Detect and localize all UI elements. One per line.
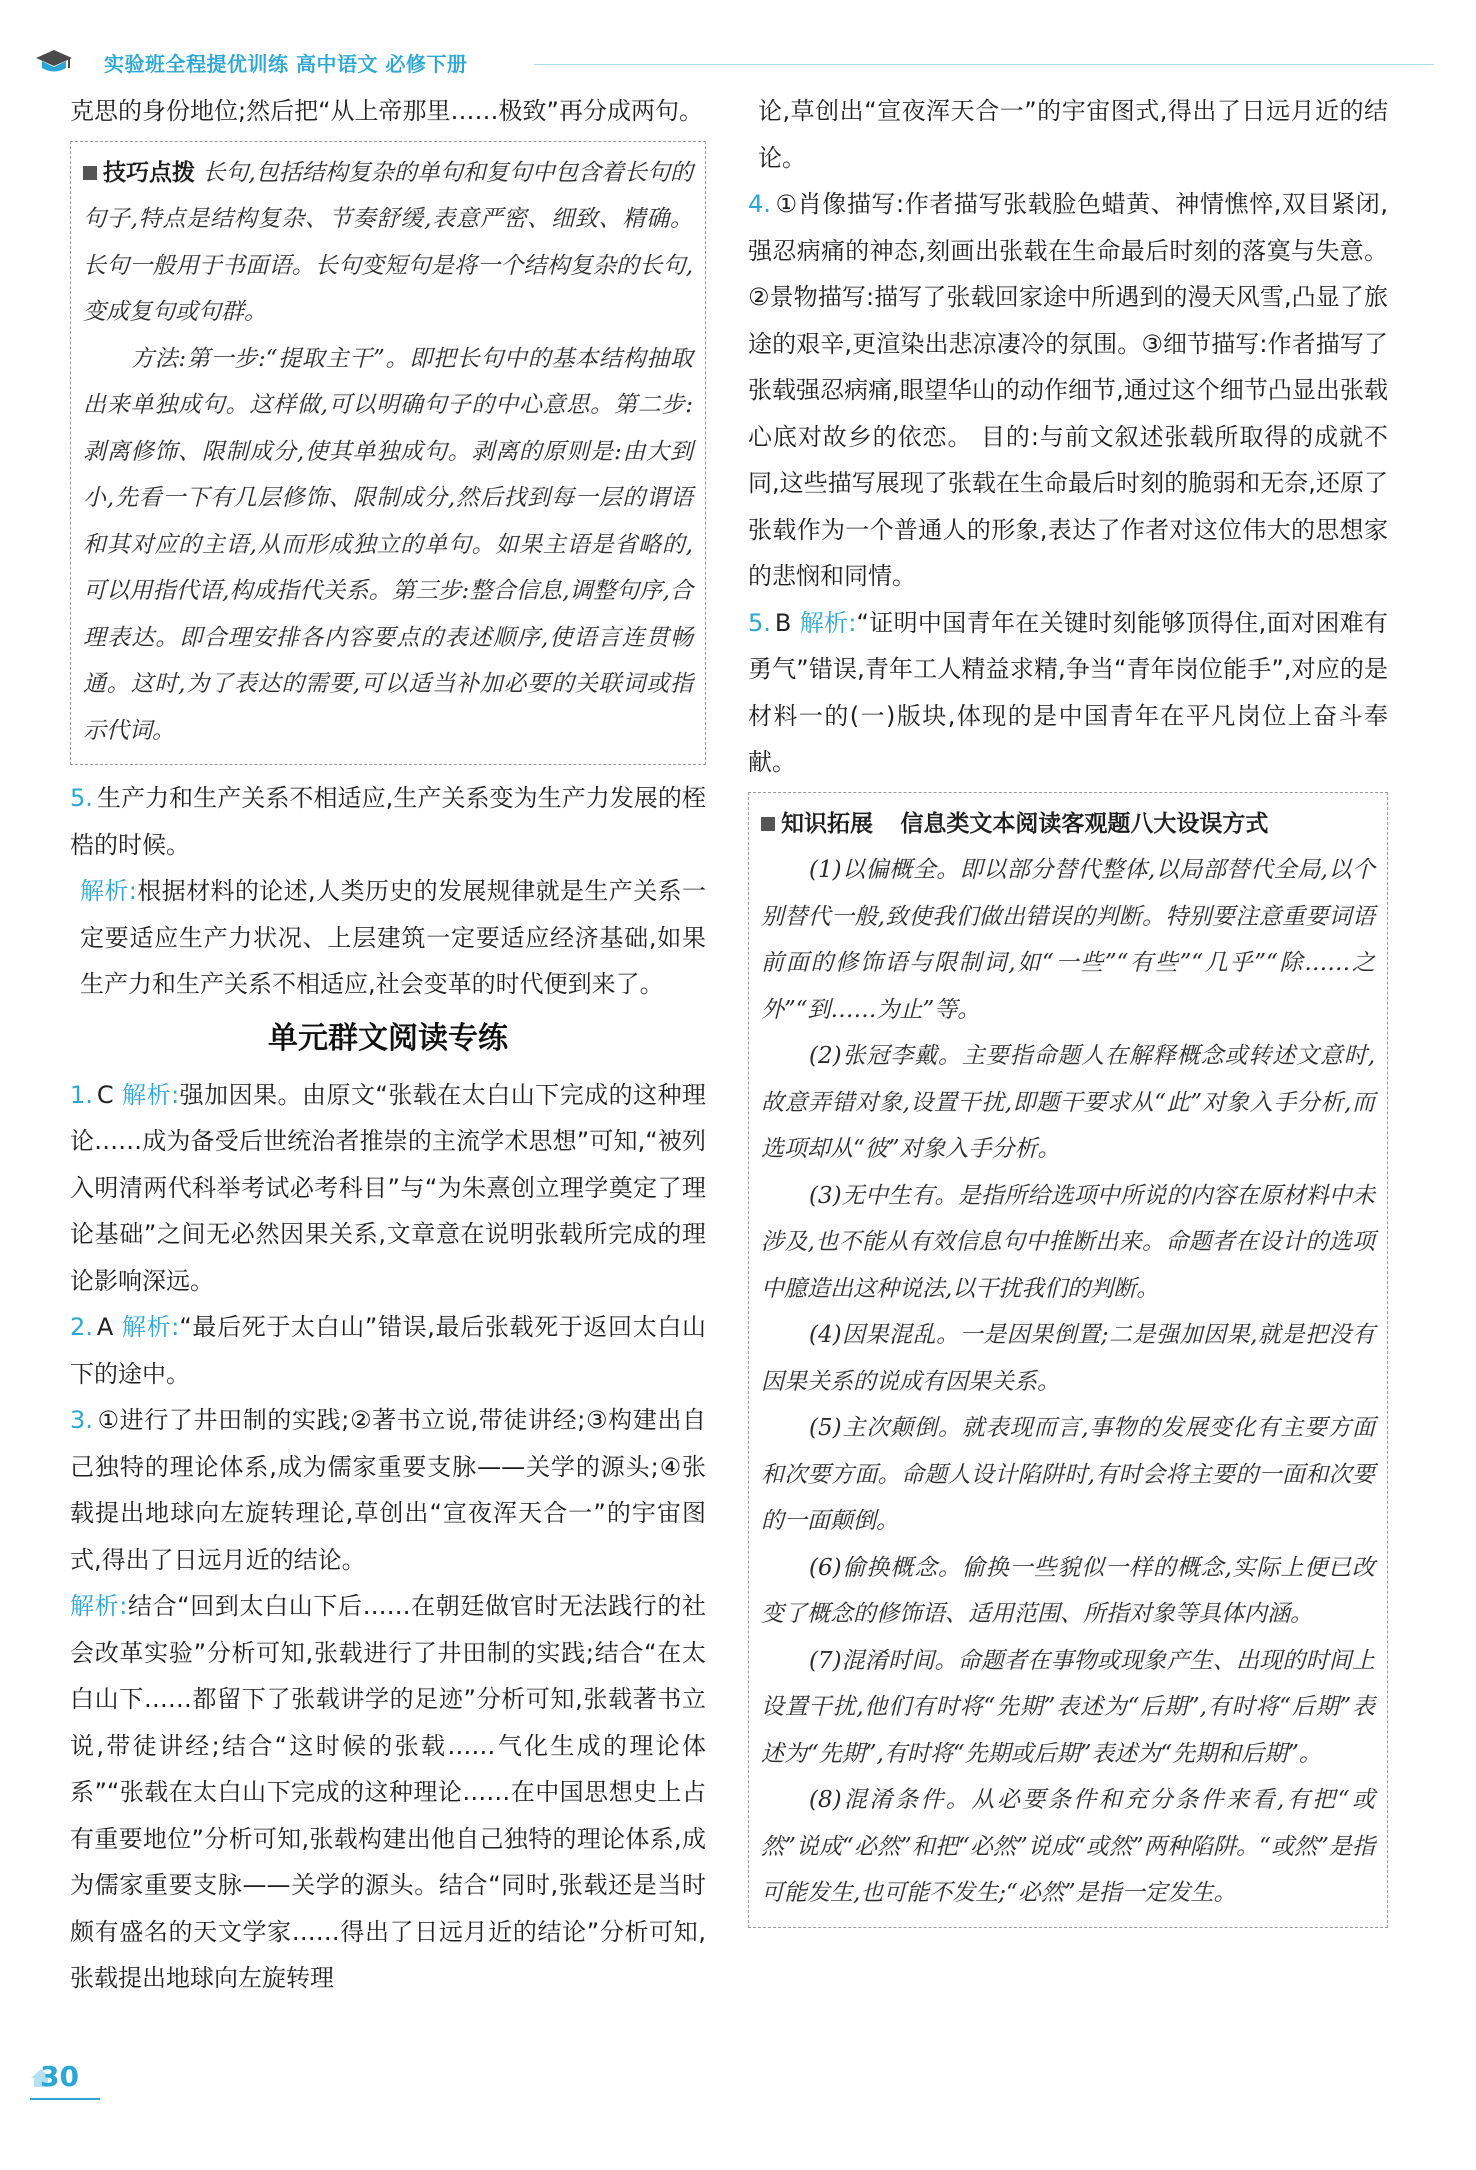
answer-choice: C (96, 1080, 114, 1109)
knowledge-item: (7)混淆时间。命题者在事物或现象产生、出现的时间上设置干扰,他们有时将“先期”表述为“后期”,有时将“后期”表述为“先期”,有时将“先期或后期”表述为“先期和后期”。 (761, 1647, 1375, 1767)
header-divider (534, 64, 1434, 65)
question-3-answer: 3. ①进行了井田制的实践;②著书立说,带徒讲经;③构建出自己独特的理论体系,成为儒家重要支脉——关学的源头;④张载提出地球向左旋转理论,草创出“宣夜浑天合一”的宇宙图式,得出了日远月近的结论。 (70, 1406, 706, 1574)
question-number: 5. (748, 608, 771, 637)
page-header (34, 44, 1404, 80)
square-bullet-icon (83, 166, 97, 180)
question-number: 3. (70, 1406, 93, 1434)
tip-box-label: 技巧点拨 (83, 160, 195, 186)
graduation-book-icon (34, 44, 74, 76)
knowledge-item: (3)无中生有。是指所给选项中所说的内容在原材料中未涉及,也不能从有效信息句中推断出来。命题者在设计的选项中臆造出这种说法,以干扰我们的判断。 (761, 1182, 1375, 1302)
question-3-analysis-continued: 论,草创出“宣夜浑天合一”的宇宙图式,得出了日远月近的结论。 (758, 97, 1388, 172)
question-number: 1. (70, 1080, 93, 1109)
knowledge-item: (4)因果混乱。一是因果倒置;二是强加因果,就是把没有因果关系的说成有因果关系。 (761, 1322, 1375, 1395)
analysis-label: 解析: (80, 877, 137, 905)
answer-choice: B (774, 608, 792, 637)
page-number (30, 2058, 94, 2098)
left-column (70, 88, 706, 2002)
right-column (748, 88, 1388, 1938)
continued-text: 克思的身份地位;然后把“从上帝那里……极致”再分成两句。 (70, 97, 703, 125)
knowledge-box (748, 792, 1388, 1928)
analysis-label: 解析: (121, 1080, 180, 1109)
knowledge-item: (6)偷换概念。偷换一些貌似一样的概念,实际上便已改变了概念的修饰语、适用范围、所指对象等具体内涵。 (761, 1554, 1375, 1627)
answer-choice: A (96, 1313, 114, 1341)
question-3-analysis: 解析:结合“回到太白山下后……在朝廷做官时无法践行的社会改革实验”分析可知,张载进行了井田制的实践;结合“在太白山下……都留下了张载讲学的足迹”分析可知,张载著书立说,带徒讲经;结合“这时候的张载……气化生成的理论体系”“张载在太白山下完成的这种理论……在中国思想史上占有重要地位”分析可知,张载构建出他自己独特的理论体系,成为儒家重要支脉——关学的源头。结合“同时,张载还是当时颇有盛名的天文学家……得出了日远月近的结论”分析可知,张载提出地球向左旋转理 (70, 1592, 706, 1992)
question-number: 5. (70, 784, 93, 812)
page-number-underline (30, 2098, 100, 2100)
knowledge-item: (5)主次颠倒。就表现而言,事物的发展变化有主要方面和次要方面。命题人设计陷阱时,有时会将主要的一面和次要的一面颠倒。 (761, 1415, 1375, 1534)
square-bullet-icon (761, 817, 775, 831)
tip-box (70, 141, 706, 766)
question-number: 2. (70, 1313, 93, 1341)
knowledge-box-title: 信息类文本阅读客观题八大设误方式 (900, 810, 1269, 837)
question-5-answer: 5. 生产力和生产关系不相适应,生产关系变为生产力发展的桎梏的时候。 (70, 784, 706, 859)
knowledge-item: (8)混淆条件。从必要条件和充分条件来看,有把“或然”说成“必然”和把“必然”说成“或然”两种陷阱。“或然”是指可能发生,也可能不发生;“必然”是指一定发生。 (761, 1787, 1375, 1906)
section-title: 单元群文阅读专练 (268, 1020, 508, 1056)
knowledge-item: (1)以偏概全。即以部分替代整体,以局部替代全局,以个别替代一般,致使我们做出错误的判断。特别要注意重要词语前面的修饰语与限制词,如“一些”“有些”“几乎”“除……之外”“到……为止”等。 (761, 857, 1375, 1023)
tip-box-paragraph-1: 长句,包括结构复杂的单句和复句中包含着长句的句子,特点是结构复杂、节奏舒缓,表意严密、细致、精确。长句一般用于书面语。长句变短句是将一个结构复杂的长句,变成复句或句群。 (83, 159, 694, 325)
question-5: 5. B 解析:“证明中国青年在关键时刻能够顶得住,面对困难有勇气”错误,青年工人精益求精,争当“青年岗位能手”,对应的是材料一的(一)版块,体现的是中国青年在平凡岗位上奋斗奉献。 (748, 608, 1388, 776)
question-4: 4. ①肖像描写:作者描写张载脸色蜡黄、神情憔悴,双目紧闭,强忍病痛的神态,刻画出张载在生命最后时刻的落寞与失意。②景物描写:描写了张载回家途中所遇到的漫天风雪,凸显了旅途的艰辛,更渲染出悲凉凄冷的氛围。③细节描写:作者描写了张载强忍病痛,眼望华山的动作细节,通过这个细节凸显出张载心底对故乡的依恋。 目的:与前文叙述张载所取得的成就不同,这些描写展现了张载在生命最后时刻的脆弱和无奈,还原了张载作为一个普通人的形象,表达了作者对这位伟大的思想家的悲悯和同情。 (748, 190, 1388, 590)
knowledge-item: (2)张冠李戴。主要指命题人在解释概念或转述文意时,故意弄错对象,设置干扰,即题干要求从“此”对象入手分析,而选项却从“彼”对象入手分析。 (761, 1043, 1375, 1162)
knowledge-box-label: 知识拓展 (761, 811, 873, 837)
page-number-text: 30 (40, 2060, 79, 2093)
analysis-label: 解析: (70, 1592, 128, 1620)
series-title: 实验班全程提优训练 高中语文 必修下册 (104, 52, 468, 76)
analysis-label: 解析: (799, 608, 857, 637)
question-2: 2. A 解析:“最后死于太白山”错误,最后张载死于返回太白山下的途中。 (70, 1313, 706, 1388)
analysis-label: 解析: (121, 1313, 180, 1341)
question-number: 4. (748, 190, 771, 218)
question-5-analysis: 解析:根据材料的论述,人类历史的发展规律就是生产关系一定要适应生产力状况、上层建筑一定要适应经济基础,如果生产力和生产关系不相适应,社会变革的时代便到来了。 (80, 877, 706, 998)
tip-box-paragraph-2: 方法:第一步:“提取主干”。即把长句中的基本结构抽取出来单独成句。这样做,可以明确句子的中心意思。第二步:剥离修饰、限制成分,使其单独成句。剥离的原则是:由大到小,先看一下有几层修饰、限制成分,然后找到每一层的谓语和其对应的主语,从而形成独立的单句。如果主语是省略的,可以用指代语,构成指代关系。第三步:整合信息,调整句序,合理表达。即合理安排各内容要点的表述顺序,使语言连贯畅通。这时,为了表达的需要,可以适当补加必要的关联词或指示代词。 (83, 345, 693, 744)
question-1: 1. C 解析:强加因果。由原文“张载在太白山下完成的这种理论……成为备受后世统治者推崇的主流学术思想”可知,“被列入明清两代科举考试必考科目”与“为朱熹创立理学奠定了理论基础”之间无必然因果关系,文章意在说明张载所完成的理论影响深远。 (70, 1080, 707, 1295)
